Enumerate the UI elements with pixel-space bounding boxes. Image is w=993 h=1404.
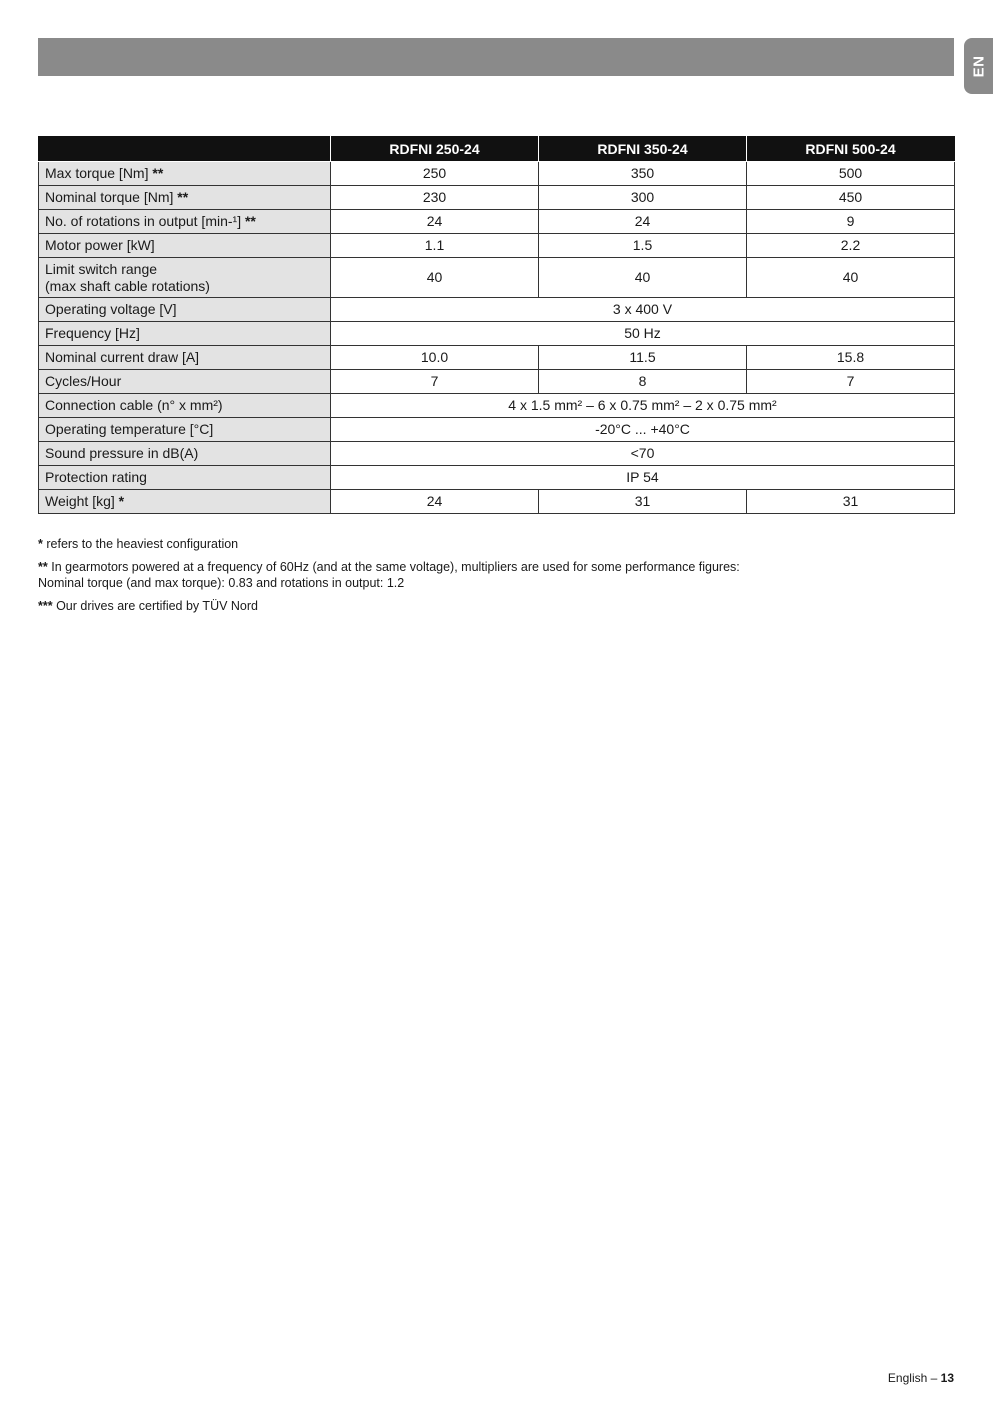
spec-table bbox=[38, 136, 955, 514]
row-label bbox=[39, 490, 331, 514]
row-label-mark: * bbox=[118, 493, 125, 509]
row-label-text: Motor power [kW] bbox=[45, 237, 155, 253]
row-label-text: Nominal torque [Nm] bbox=[45, 189, 174, 205]
footnote-mark: *** bbox=[38, 599, 53, 613]
footer-language: English – bbox=[887, 1371, 938, 1385]
row-label-text: Cycles/Hour bbox=[45, 373, 122, 389]
table-row bbox=[39, 370, 955, 394]
table-cell: 24 bbox=[539, 210, 747, 234]
row-label bbox=[39, 466, 331, 490]
table-row bbox=[39, 162, 955, 186]
footnote-mark: * bbox=[38, 537, 43, 551]
table-row bbox=[39, 442, 955, 466]
row-label-text: Weight [kg] bbox=[45, 493, 115, 509]
table-row bbox=[39, 210, 955, 234]
table-row bbox=[39, 322, 955, 346]
table-cell: 1.5 bbox=[539, 234, 747, 258]
table-cell: 9 bbox=[747, 210, 955, 234]
row-label-text: Connection cable (n° x mm²) bbox=[45, 397, 223, 413]
table-cell: 24 bbox=[331, 490, 539, 514]
table-cell-merged: <70 bbox=[331, 442, 955, 466]
footnotes bbox=[38, 536, 938, 621]
table-cell: 350 bbox=[539, 162, 747, 186]
row-label-text: Nominal current draw [A] bbox=[45, 349, 200, 365]
row-label-mark: ** bbox=[244, 213, 256, 229]
table-row bbox=[39, 466, 955, 490]
language-tab-label: EN bbox=[970, 55, 987, 77]
column-header-blank bbox=[39, 137, 331, 162]
table-cell: 230 bbox=[331, 186, 539, 210]
row-label-text: Frequency [Hz] bbox=[45, 325, 140, 341]
table-row bbox=[39, 418, 955, 442]
table-row bbox=[39, 234, 955, 258]
row-label bbox=[39, 442, 331, 466]
row-label-text: Max torque [Nm] bbox=[45, 165, 149, 181]
row-label bbox=[39, 258, 331, 298]
table-cell: 1.1 bbox=[331, 234, 539, 258]
footnote-text: refers to the heaviest configuration bbox=[46, 537, 239, 551]
row-label bbox=[39, 370, 331, 394]
footnote-text: Nominal torque (and max torque): 0.83 and rotations in output: 1.2 bbox=[38, 576, 405, 590]
table-cell: 10.0 bbox=[331, 346, 539, 370]
table-cell-merged: IP 54 bbox=[331, 466, 955, 490]
table-cell: 40 bbox=[539, 258, 747, 298]
row-label-text: No. of rotations in output [min-¹] bbox=[45, 213, 242, 229]
table-cell: 450 bbox=[747, 186, 955, 210]
table-cell: 300 bbox=[539, 186, 747, 210]
footnote bbox=[38, 559, 938, 591]
page-number: 13 bbox=[940, 1371, 954, 1385]
row-label-mark: ** bbox=[177, 189, 189, 205]
row-label-text: Sound pressure in dB(A) bbox=[45, 445, 199, 461]
column-header-rdfni-500: RDFNI 500-24 bbox=[747, 137, 955, 162]
column-header-rdfni-350: RDFNI 350-24 bbox=[539, 137, 747, 162]
table-cell-merged: 50 Hz bbox=[331, 322, 955, 346]
table-row bbox=[39, 186, 955, 210]
row-label bbox=[39, 234, 331, 258]
footnote-mark: ** bbox=[38, 560, 48, 574]
table-cell: 500 bbox=[747, 162, 955, 186]
row-label-mark: ** bbox=[152, 165, 164, 181]
table-cell: 40 bbox=[747, 258, 955, 298]
table-cell: 11.5 bbox=[539, 346, 747, 370]
table-cell: 40 bbox=[331, 258, 539, 298]
table-cell: 8 bbox=[539, 370, 747, 394]
footnote bbox=[38, 536, 938, 552]
table-row bbox=[39, 490, 955, 514]
table-cell-merged: -20°C ... +40°C bbox=[331, 418, 955, 442]
table-cell-merged: 4 x 1.5 mm² – 6 x 0.75 mm² – 2 x 0.75 mm² bbox=[331, 394, 955, 418]
table-row bbox=[39, 298, 955, 322]
table-cell: 2.2 bbox=[747, 234, 955, 258]
header-bar bbox=[38, 38, 954, 76]
table-header-row bbox=[39, 137, 955, 162]
row-label-text: Protection rating bbox=[45, 469, 147, 485]
table-row bbox=[39, 258, 955, 298]
page-footer bbox=[888, 1371, 954, 1385]
row-label-text: Operating temperature [°C] bbox=[45, 421, 214, 437]
row-label bbox=[39, 418, 331, 442]
table-cell: 7 bbox=[331, 370, 539, 394]
table-cell-merged: 3 x 400 V bbox=[331, 298, 955, 322]
table-cell: 31 bbox=[539, 490, 747, 514]
row-label bbox=[39, 322, 331, 346]
row-label bbox=[39, 394, 331, 418]
row-label bbox=[39, 162, 331, 186]
language-tab bbox=[964, 38, 993, 94]
row-label bbox=[39, 346, 331, 370]
row-label-text: Limit switch range bbox=[45, 260, 158, 277]
row-label bbox=[39, 298, 331, 322]
table-cell: 31 bbox=[747, 490, 955, 514]
row-label bbox=[39, 210, 331, 234]
row-label-text: Operating voltage [V] bbox=[45, 301, 177, 317]
table-cell: 15.8 bbox=[747, 346, 955, 370]
footnote-text: Our drives are certified by TÜV Nord bbox=[56, 599, 259, 613]
row-label-subtext: (max shaft cable rotations) bbox=[45, 277, 210, 294]
table-row bbox=[39, 346, 955, 370]
table-cell: 24 bbox=[331, 210, 539, 234]
footnote-text: In gearmotors powered at a frequency of 60Hz (and at the same voltage), multipliers are used for some performance figures: bbox=[51, 560, 740, 574]
footnote bbox=[38, 598, 938, 614]
column-header-rdfni-250: RDFNI 250-24 bbox=[331, 137, 539, 162]
row-label bbox=[39, 186, 331, 210]
table-cell: 7 bbox=[747, 370, 955, 394]
table-row bbox=[39, 394, 955, 418]
table-cell: 250 bbox=[331, 162, 539, 186]
